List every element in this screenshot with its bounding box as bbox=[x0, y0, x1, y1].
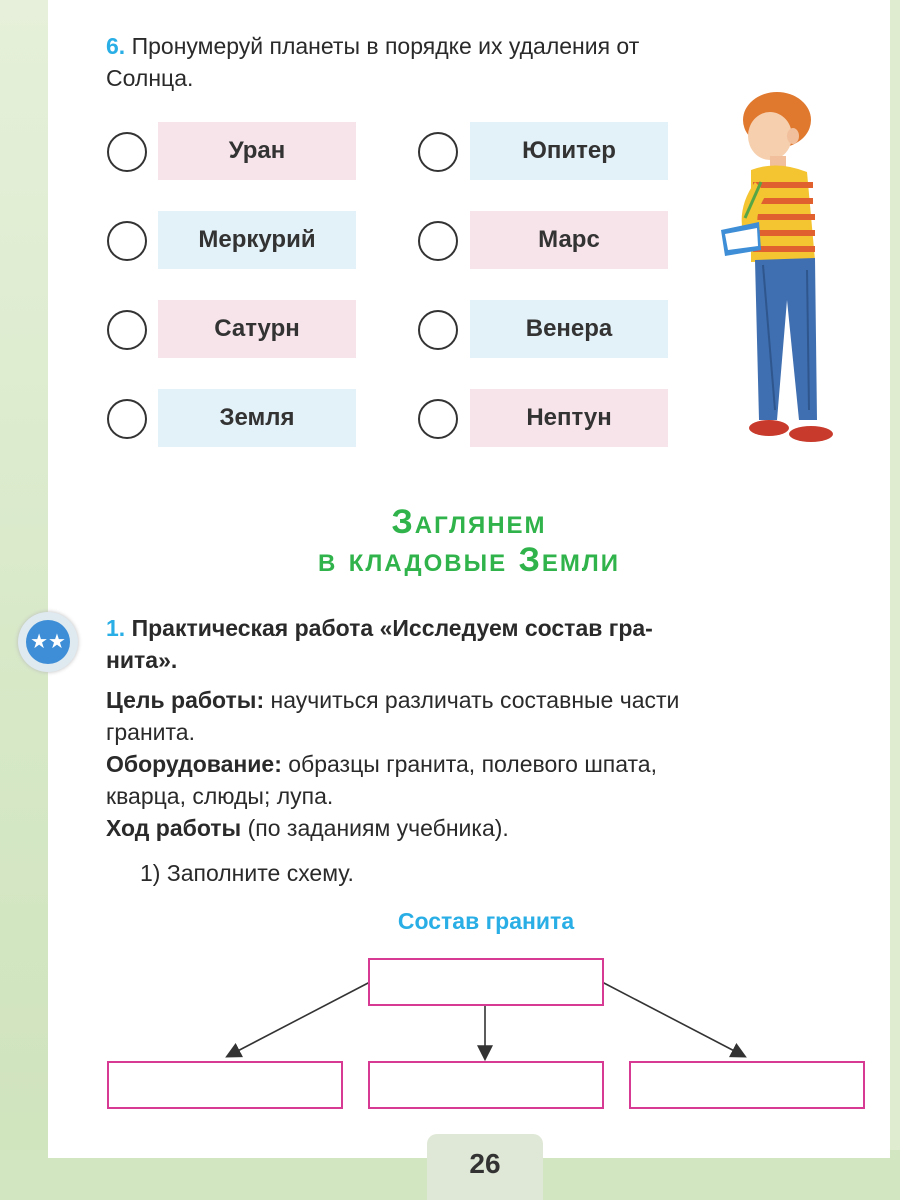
scheme-top-box[interactable] bbox=[368, 958, 604, 1006]
scheme-bottom-box-2[interactable] bbox=[368, 1061, 604, 1109]
planet-label: Венера bbox=[470, 300, 668, 358]
planet-label: Меркурий bbox=[158, 211, 356, 269]
planet-label: Уран bbox=[158, 122, 356, 180]
task1-title-line2: нита». bbox=[106, 647, 178, 673]
process-text: (по заданиям учебника). bbox=[247, 815, 509, 841]
goal-text-line2: гранита. bbox=[106, 719, 195, 745]
planet-label: Сатурн bbox=[158, 300, 356, 358]
goal-text-line1: научиться различать составные части bbox=[270, 687, 680, 713]
arrow-left bbox=[228, 982, 370, 1056]
scheme-title: Состав гранита bbox=[397, 908, 575, 934]
process-label: Ход работы bbox=[106, 815, 242, 841]
task1-step1: 1) Заполните схему. bbox=[140, 860, 354, 886]
task1-number: 1. bbox=[106, 615, 126, 641]
equipment-text-line1: образцы гранита, полевого шпата, bbox=[288, 751, 657, 777]
section-title-line1: Заглянем bbox=[391, 503, 547, 541]
arrow-right bbox=[602, 982, 744, 1056]
section-title-line2: в кладовые Земли bbox=[318, 541, 620, 579]
planet-label: Земля bbox=[158, 389, 356, 447]
goal-label: Цель работы: bbox=[106, 687, 265, 713]
planet-label: Юпитер bbox=[470, 122, 668, 180]
equipment-text-line2: кварца, слюды; лупа. bbox=[106, 783, 334, 809]
task6-text-line2: Солнца. bbox=[106, 65, 194, 91]
planet-label: Нептун bbox=[470, 389, 668, 447]
task1-title-line1: Практическая работа «Исследуем состав гра- bbox=[131, 615, 653, 641]
page-number: 26 bbox=[469, 1148, 501, 1179]
task6-text-line1: Пронумеруй планеты в порядке их удаления от bbox=[131, 33, 640, 59]
scheme-bottom-box-3[interactable] bbox=[629, 1061, 865, 1109]
stars-icon: ★★ bbox=[26, 620, 70, 664]
planet-label: Марс bbox=[470, 211, 668, 269]
equipment-label: Оборудование: bbox=[106, 751, 282, 777]
scheme-bottom-box-1[interactable] bbox=[107, 1061, 343, 1109]
task6-number: 6. bbox=[106, 33, 126, 59]
